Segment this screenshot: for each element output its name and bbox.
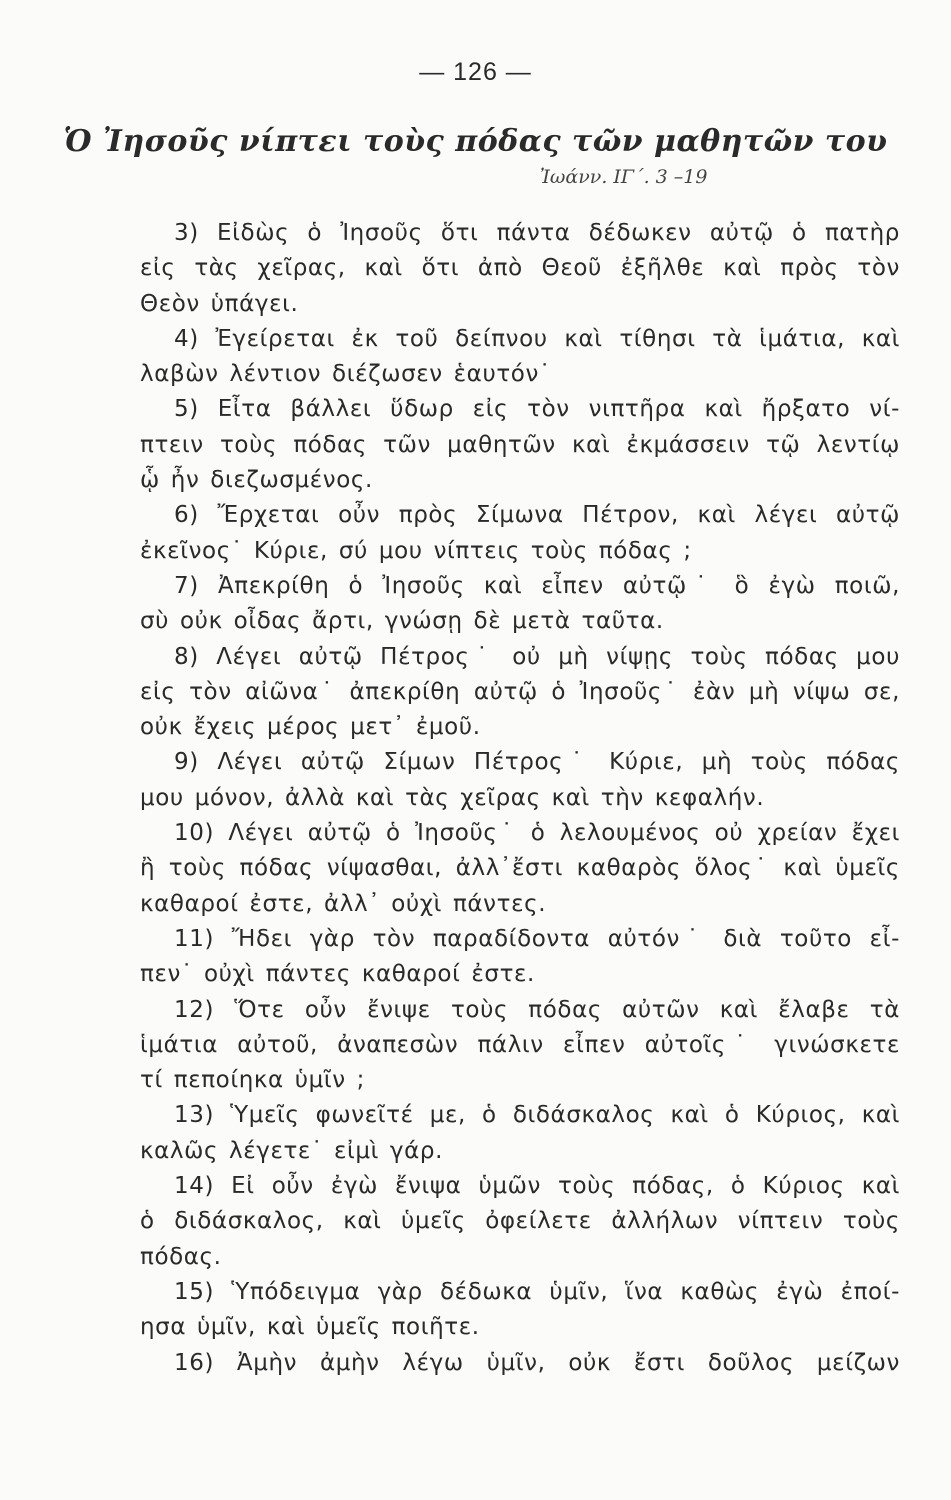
text-line: ᾧ ἦν διεζωσμένος. (140, 467, 373, 494)
text-line: 12) Ὅτε οὖν ἔνιψε τοὺς πόδας αὐτῶν καὶ ἔλαβε τὰ (174, 996, 900, 1023)
text-line: πόδας. (140, 1243, 222, 1270)
text-line: εἰς τὰς χεῖρας, καὶ ὅτι ἀπὸ Θεοῦ ἐξῆλθε καὶ πρὸς τὸν (140, 255, 900, 282)
text-line: ἐκεῖνος˙ Κύριε, σύ μου νίπτεις τοὺς πόδας ; (140, 537, 692, 564)
text-line: ἢ τοὺς πόδας νίψασθαι, ἀλλ᾿ἔστι καθαρὸς ὅλος˙ καὶ ὑμεῖς (140, 855, 900, 882)
text-line: 5) Εἶτα βάλλει ὕδωρ εἰς τὸν νιπτῆρα καὶ ἤρξατο νί- (174, 396, 900, 423)
text-line: καθαροί ἐστε, ἀλλ᾿ οὐχὶ πάντες. (140, 890, 547, 917)
text-line: μου μόνον, ἀλλὰ καὶ τὰς χεῖρας καὶ τὴν κεφαλήν. (140, 784, 765, 811)
text-line: 4) Ἐγείρεται ἐκ τοῦ δείπνου καὶ τίθησι τὰ ἱμάτια, καὶ (174, 325, 900, 352)
text-line: 9) Λέγει αὐτῷ Σίμων Πέτρος˙ Κύριε, μὴ τοὺς πόδας (174, 749, 900, 776)
scripture-reference: Ἰωάνν. ΙΓ΄. 3 –19 (540, 166, 708, 188)
text-line: ησα ὑμῖν, καὶ ὑμεῖς ποιῆτε. (140, 1314, 480, 1341)
text-line: 11) Ἤδει γὰρ τὸν παραδίδοντα αὐτόν˙ διὰ τοῦτο εἶ- (174, 925, 900, 952)
page-number: — 126 — (419, 58, 532, 86)
text-line: 16) Ἀμὴν ἀμὴν λέγω ὑμῖν, οὐκ ἔστι δοῦλος μείζων (174, 1349, 900, 1376)
text-line: λαβὼν λέντιον διέζωσεν ἑαυτόν˙ (140, 361, 552, 388)
text-line: οὐκ ἔχεις μέρος μετ᾿ ἐμοῦ. (140, 714, 481, 741)
body-text (140, 216, 900, 1381)
text-line: 7) Ἀπεκρίθη ὁ Ἰησοῦς καὶ εἶπεν αὐτῷ˙ ὃ ἐγὼ ποιῶ, (174, 572, 900, 599)
text-line: 10) Λέγει αὐτῷ ὁ Ἰησοῦς˙ ὁ λελουμένος οὐ χρείαν ἔχει (174, 820, 900, 847)
text-line: 15) Ὑπόδειγμα γὰρ δέδωκα ὑμῖν, ἵνα καθὼς ἐγὼ ἐποί- (174, 1278, 900, 1305)
chapter-title: Ὁ Ἰησοῦς νίπτει τοὺς πόδας τῶν μαθητῶν του (63, 124, 888, 159)
text-line: 14) Εἰ οὖν ἐγὼ ἔνιψα ὑμῶν τοὺς πόδας, ὁ Κύριος καὶ (174, 1173, 900, 1200)
text-line: 3) Εἰδὼς ὁ Ἰησοῦς ὅτι πάντα δέδωκεν αὐτῷ ὁ πατὴρ (174, 220, 900, 246)
text-line: σὺ οὐκ οἶδας ἄρτι, γνώσῃ δὲ μετὰ ταῦτα. (140, 608, 664, 635)
text-line: 13) Ὑμεῖς φωνεῖτέ με, ὁ διδάσκαλος καὶ ὁ Κύριος, καὶ (174, 1102, 900, 1129)
text-line: εἰς τὸν αἰῶνα˙ ἀπεκρίθη αὐτῷ ὁ Ἰησοῦς˙ ἐὰν μὴ νίψω σε, (140, 678, 900, 705)
text-line: ὁ διδάσκαλος, καὶ ὑμεῖς ὀφείλετε ἀλλήλων νίπτειν τοὺς (140, 1208, 900, 1235)
text-line: ἱμάτια αὐτοῦ, ἀναπεσὼν πάλιν εἶπεν αὐτοῖς˙ γινώσκετε (140, 1031, 900, 1058)
text-line: πτειν τοὺς πόδας τῶν μαθητῶν καὶ ἐκμάσσειν τῷ λεντίῳ (140, 431, 900, 458)
text-line: Θεὸν ὑπάγει. (140, 290, 299, 317)
text-line: τί πεποίηκα ὑμῖν ; (140, 1067, 365, 1094)
text-line: πεν˙ οὐχὶ πάντες καθαροί ἐστε. (140, 961, 535, 988)
text-line: καλῶς λέγετε˙ εἰμὶ γάρ. (140, 1137, 443, 1164)
text-line: 8) Λέγει αὐτῷ Πέτρος˙ οὐ μὴ νίψῃς τοὺς πόδας μου (174, 643, 900, 670)
text-line: 6) Ἔρχεται οὖν πρὸς Σίμωνα Πέτρον, καὶ λέγει αὐτῷ (174, 502, 900, 529)
